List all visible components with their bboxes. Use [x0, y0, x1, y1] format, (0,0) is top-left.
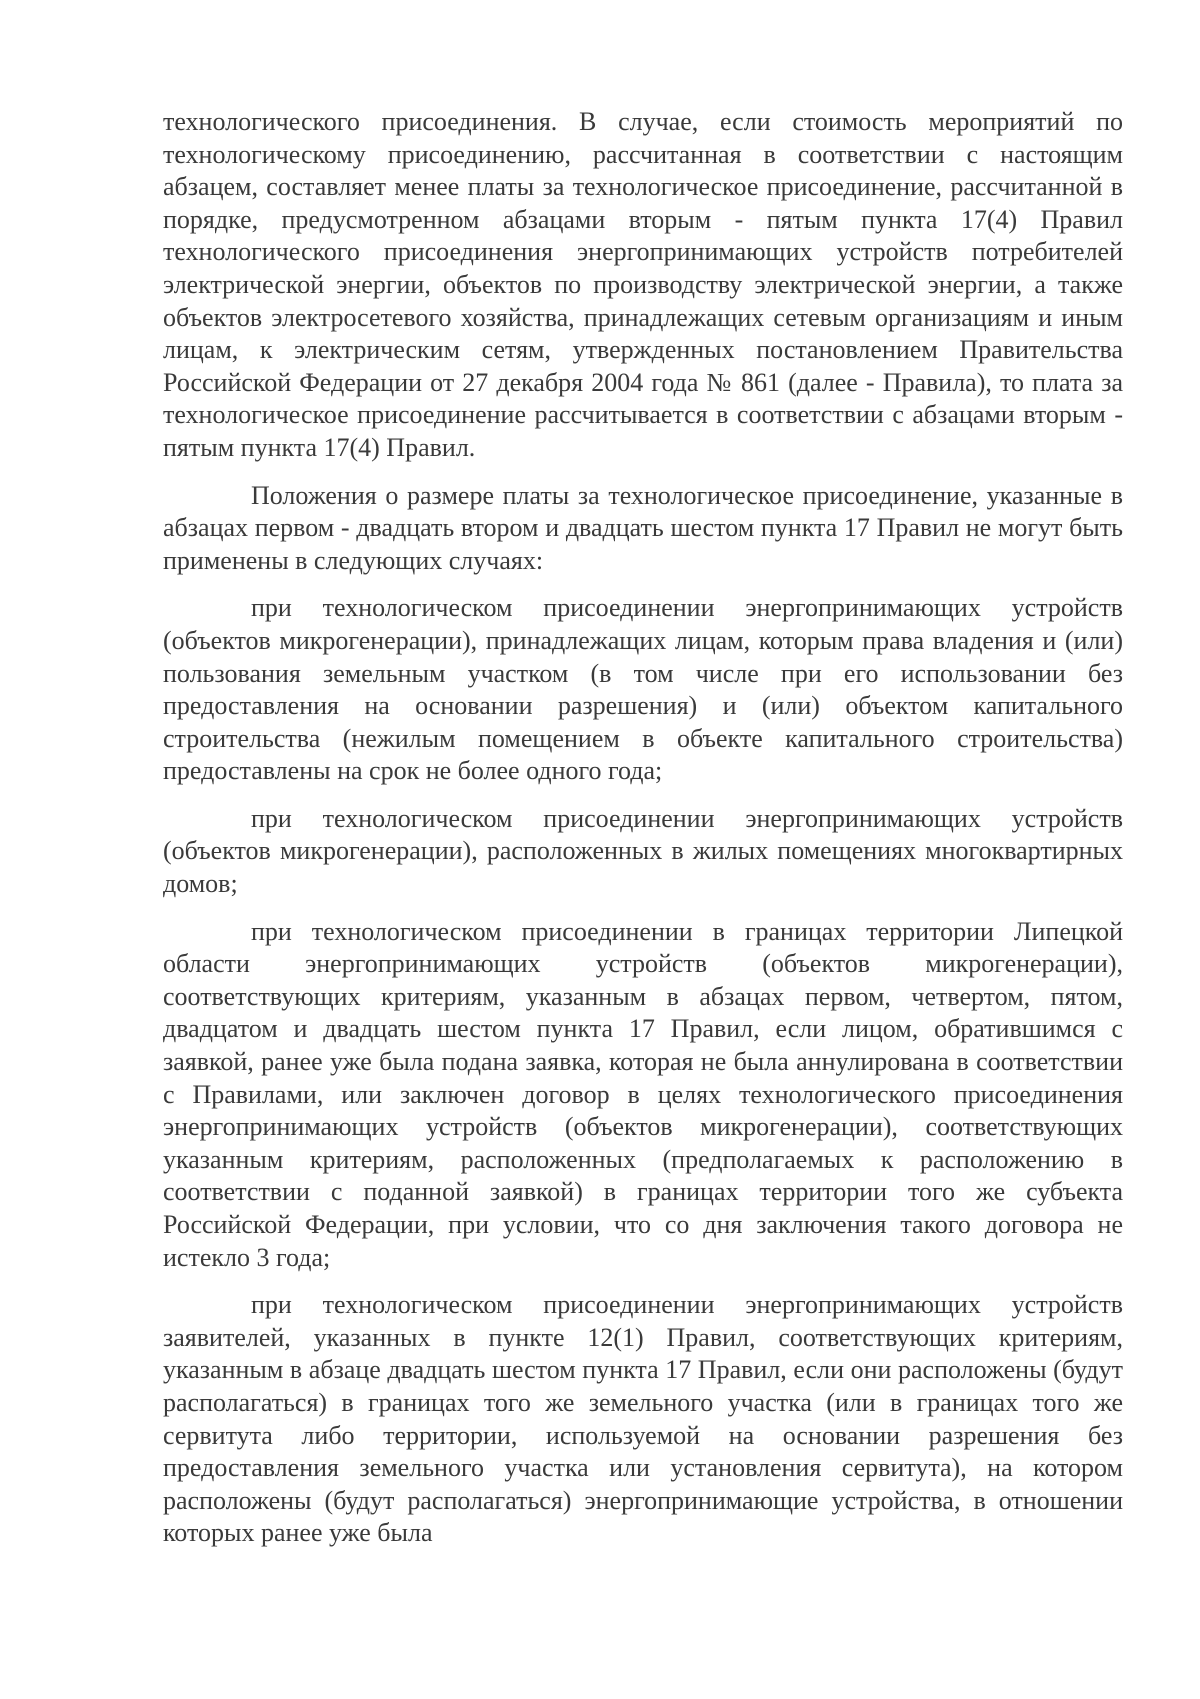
paragraph-case-lipetsk-region: при технологическом присоединении в границах территории Липецкой области энергопринимающих устройств (объектов микрогенерации), соответствующих критериям, указанным в абзацах первом, четвертом, пятом, двадцатом и двадцать шестом пункта 17 Правил, если лицом, обратившимся с заявкой, ранее уже была подана заявка, которая не была аннулирована в соответствии с Правилами, или заключен договор в целях технологического присоединения энергопринимающих устройств (объектов микрогенерации), соответствующих указанным критериям, расположенных (предполагаемых к расположению в соответствии с поданной заявкой) в границах территории того же субъекта Российской Федерации, при условии, что со дня заключения такого договора не истекло 3 года;	[163, 916, 1123, 1272]
paragraph-provisions-intro: Положения о размере платы за технологическое присоединение, указанные в абзацах первом - двадцать втором и двадцать шестом пункта 17 Правил не могут быть применены в следующих случаях:	[163, 480, 1123, 575]
paragraph-case-short-term-rights: при технологическом присоединении энергопринимающих устройств (объектов микрогенерации), принадлежащих лицам, которым права владения и (или) пользования земельным участком (в том числе при его использовании без предоставления на основании разрешения) и (или) объектом капитального строительства (нежилым помещением в объекте капитального строительства) предоставлены на срок не более одного года;	[163, 593, 1123, 786]
paragraph-case-same-land-plot: при технологическом присоединении энергопринимающих устройств заявителей, указанных в пункте 12(1) Правил, соответствующих критериям, указанным в абзаце двадцать шестом пункта 17 Правил, если они расположены (будут располагаться) в границах того же земельного участка (или в границах того же сервитута либо территории, используемой на основании разрешения без предоставления земельного участка или установления сервитута), на котором расположены (будут располагаться) энергопринимающие устройства, в отношении которых ранее уже была	[163, 1290, 1123, 1548]
document-body	[163, 106, 1123, 1550]
paragraph-case-residential-premises: при технологическом присоединении энергопринимающих устройств (объектов микрогенерации), расположенных в жилых помещениях многоквартирных домов;	[163, 803, 1123, 899]
paragraph-continuation: технологического присоединения. В случае, если стоимость мероприятий по технологическому присоединению, рассчитанная в соответствии с настоящим абзацем, составляет менее платы за технологическое присоединение, рассчитанной в порядке, предусмотренном абзацами вторым - пятым пункта 17(4) Правил технологического присоединения энергопринимающих устройств потребителей электрической энергии, объектов по производству электрической энергии, а также объектов электросетевого хозяйства, принадлежащих сетевым организациям и иным лицам, к электрическим сетям, утвержденных постановлением Правительства Российской Федерации от 27 декабря 2004 года № 861 (далее - Правила), то плата за технологическое присоединение рассчитывается в соответствии с абзацами вторым - пятым пункта 17(4) Правил.	[163, 107, 1123, 462]
